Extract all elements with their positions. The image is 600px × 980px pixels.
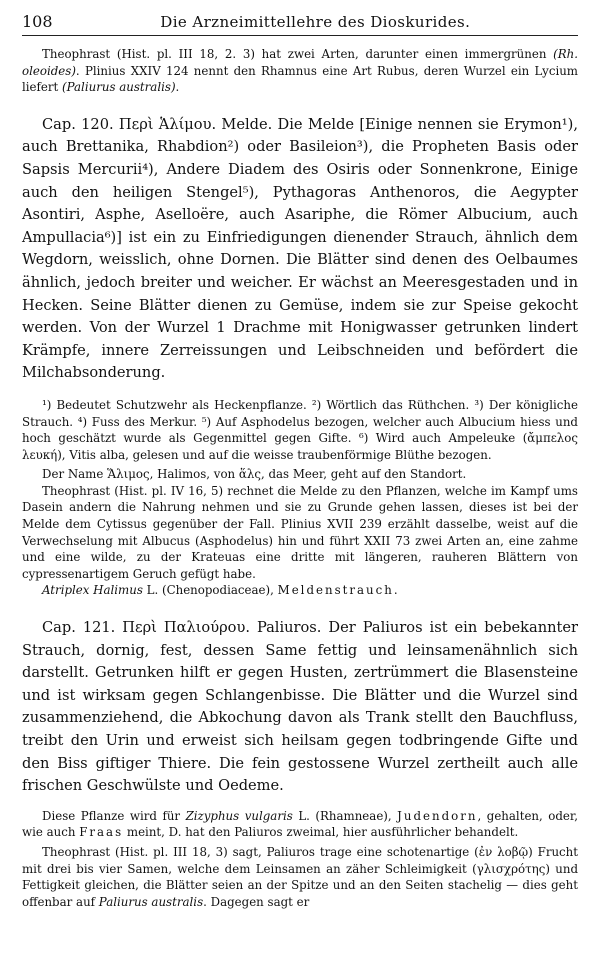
commentary-121-b: Theophrast (Hist. pl. III 18, 3) sagt, Paliuros trage eine schotenartige (ἐν λοβῷ) Frucht mit drei bis vier Samen, welche dem Leinsamen an zäher Schleimigkeit (γλισχρότης) und Fettigkeit gleichen, die Blätter seien an der Spitze und an den Seiten stachelig — dies geht offenbar auf Paliurus australis. Dagegen sagt er [22, 844, 578, 909]
page-number: 108 [22, 12, 53, 31]
identification-120: Atriplex Halimus L. (Chenopodiaceae), Meldenstrauch. [42, 583, 400, 598]
name-note-120: Der Name Ἅλιμος, Halimos, von ἅλς, das Meer, geht auf den Standort. [42, 467, 467, 482]
chapter-120-footnotes: ¹) Bedeutet Schutzwehr als Heckenpflanze. ²) Wörtlich das Rüthchen. ³) Der königliche Strauch. ⁴) Fuss des Merkur. ⁵) Auf Asphodelus bezogen, welcher auch Albucium hiess und hoch geschätzt wurde als Gegenmittel gegen Gifte. ⁶) Wird auch Ampeleuke (ἄμπελος λευκή), Vitis alba, gelesen und auf die weisse traubenförmige Blüthe bezogen. [22, 397, 578, 462]
intro-paragraph: Theophrast (Hist. pl. III 18, 2. 3) hat zwei Arten, darunter einen immergrünen (Rh. oleoides). Plinius XXIV 124 nennt den Rhamnus eine Art Rubus, deren Wurzel ein Lycium liefert (Paliurus australis). [22, 47, 578, 95]
commentary-121-a: Diese Pflanze wird für Zizyphus vulgaris L. (Rhamneae), Judendorn, gehalten, oder, wie auch Fraas meint, D. hat den Paliuros zweimal, hier ausführlicher behandelt. [22, 808, 579, 840]
page-header [22, 6, 578, 36]
running-title: Die Arzneimittellehre des Dioskurides. [160, 13, 471, 31]
chapter-120-text: Cap. 120. Περὶ Ἁλίμου. Melde. Die Melde [Einige nennen sie Erymon¹), auch Brettanika, Rhabdion²) oder Basileion³), die Propheten Basis oder Sapsis Mercurii⁴), Andere Diadem des Osiris oder Sonnenkrone, Einige auch den heiligen Stengel⁵), Pythagoras Anthenoros, die Aegypter Asontiri, Asphe, Aselloëre, auch Asariphe, die Römer Albucium, auch Ampullacia⁶)] ist ein zu Einfriedigungen dienender Strauch, ähnlich dem Wegdorn, weisslich, ohne Dornen. Die Blätter sind denen des Oelbaumes ähnlich, jedoch breiter und weicher. Er wächst an Meeresgestaden und in Hecken. Seine Blätter dienen zu Gemüse, indem sie zur Speise gekocht werden. Von der Wurzel 1 Drachme mit Honigwasser getrunken lindert Krämpfe, innere Zerreissungen und Leibschneiden und befördert die Milchabsonderung. [22, 115, 578, 382]
theophrast-note-120: Theophrast (Hist. pl. IV 16, 5) rechnet die Melde zu den Pflanzen, welche im Kampf ums Dasein andern die Nahrung nehmen und sie zu Grunde gehen lassen, dieses ist bei der Melde dem Cytissus gegenüber der Fall. Plinius XVII 239 erzählt dasselbe, weist auf die Verwechselung mit Albucus (Asphodelus) hin und führt XXII 73 zwei Arten an, eine zahme und eine wilde, zu der Krateuas eine dritte mit längeren, rauheren Blättern von cypressenartigem Geruch gefügt habe. [22, 483, 578, 581]
chapter-121-text: Cap. 121. Περὶ Παλιούρου. Paliuros. Der Paliuros ist ein bebekannter Strauch, dornig, fest, dessen Same fettig und leinsamenähnlich sich darstellt. Getrunken hilft er gegen Husten, zertrümmert die Blasensteine und ist wirksam gegen Schlangenbisse. Die Blätter und die Wurzel sind zusammenziehend, die Abkochung davon als Trank stellt den Bauchfluss, treibt den Urin und erweist sich heilsam gegen todbringende Gifte und den Biss giftiger Thiere. Die fein gestossene Wurzel zertheilt auch alle frischen Geschwülste und Oedeme. [22, 619, 578, 795]
